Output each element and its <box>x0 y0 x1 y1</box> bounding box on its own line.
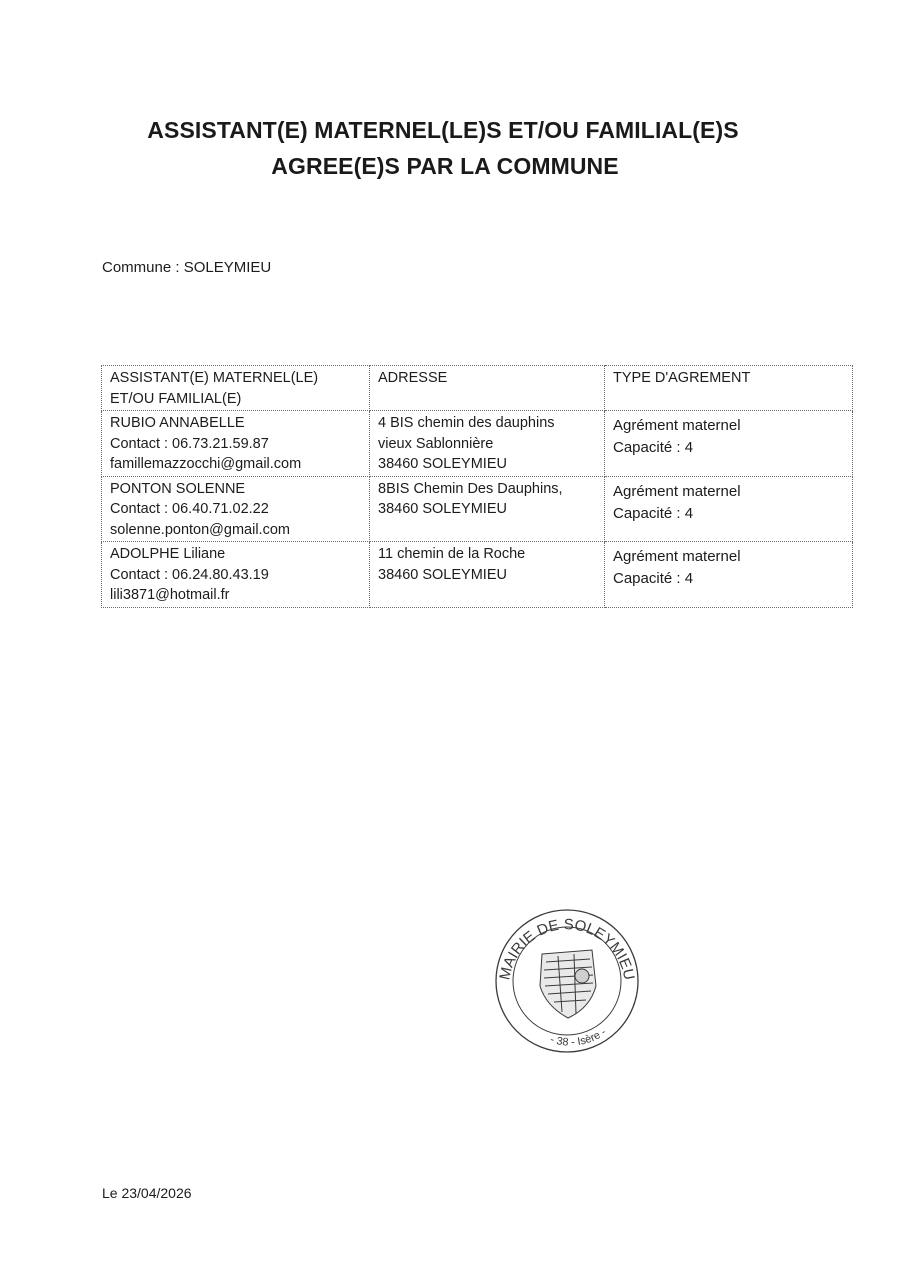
type-cell <box>605 411 853 477</box>
capacity: Capacité : 4 <box>613 504 694 522</box>
table-header-row <box>102 366 853 411</box>
assistant-email: solenne.ponton@gmail.com <box>110 521 290 538</box>
address-line: 38460 SOLEYMIEU <box>378 501 507 517</box>
coat-of-arms-icon <box>540 950 596 1018</box>
title-line-2: AGREE(E)S PAR LA COMMUNE <box>271 153 619 179</box>
agrement-type: Agrément maternel <box>613 417 741 434</box>
assistant-contact: Contact : 06.24.80.43.19 <box>110 566 269 583</box>
header-assistant-line-2: ET/OU FAMILIAL(E) <box>110 390 242 407</box>
table-row <box>102 476 853 542</box>
assistant-cell <box>102 411 370 477</box>
type-cell <box>605 476 853 542</box>
header-type-label: TYPE D'AGREMENT <box>613 370 751 386</box>
stamp-seal-icon <box>492 906 642 1056</box>
table-row <box>102 411 853 477</box>
address-line: 4 BIS chemin des dauphins <box>378 415 555 431</box>
assistants-table <box>101 365 853 608</box>
document-title <box>0 112 900 184</box>
header-assistant <box>102 366 370 411</box>
assistant-email: famillemazzocchi@gmail.com <box>110 456 302 472</box>
stamp-text-top: MAIRIE DE SOLEYMIEU <box>496 916 638 982</box>
assistant-name: RUBIO ANNABELLE <box>110 415 245 431</box>
address-cell <box>370 542 605 608</box>
header-assistant-line-1: ASSISTANT(E) MATERNEL(LE) <box>110 370 319 386</box>
header-address <box>370 366 605 411</box>
assistant-email: lili3871@hotmail.fr <box>110 587 230 603</box>
address-line: 38460 SOLEYMIEU <box>378 566 507 583</box>
stamp-text-bottom: - 38 - Isère - <box>548 1026 609 1049</box>
agrement-type: Agrément maternel <box>613 482 741 500</box>
address-line: 38460 SOLEYMIEU <box>378 456 507 472</box>
address-line: vieux Sablonnière <box>378 435 494 452</box>
table-row <box>102 542 853 608</box>
document-date: Le 23/04/2026 <box>102 1185 192 1201</box>
assistant-cell <box>102 542 370 608</box>
capacity: Capacité : 4 <box>613 439 694 456</box>
header-address-label: ADRESSE <box>378 370 448 386</box>
assistant-cell <box>102 476 370 542</box>
commune-label: Commune : SOLEYMIEU <box>102 259 272 276</box>
address-line: 11 chemin de la Roche <box>378 546 526 562</box>
type-cell <box>605 542 853 608</box>
capacity: Capacité : 4 <box>613 570 694 587</box>
agrement-type: Agrément maternel <box>613 548 741 565</box>
svg-text:- 38 - Isère - <box>549 1026 609 1049</box>
assistant-name: ADOLPHE Liliane <box>110 546 226 562</box>
address-line: 8BIS Chemin Des Dauphins, <box>378 480 563 497</box>
header-type <box>605 366 853 411</box>
address-cell <box>370 411 605 477</box>
mairie-stamp <box>492 906 642 1056</box>
assistant-contact: Contact : 06.73.21.59.87 <box>110 435 269 452</box>
title-line-1: ASSISTANT(E) MATERNEL(LE)S ET/OU FAMILIAL(E)S <box>147 117 739 143</box>
assistant-name: PONTON SOLENNE <box>110 480 246 497</box>
assistant-contact: Contact : 06.40.71.02.22 <box>110 501 269 517</box>
address-cell <box>370 476 605 542</box>
